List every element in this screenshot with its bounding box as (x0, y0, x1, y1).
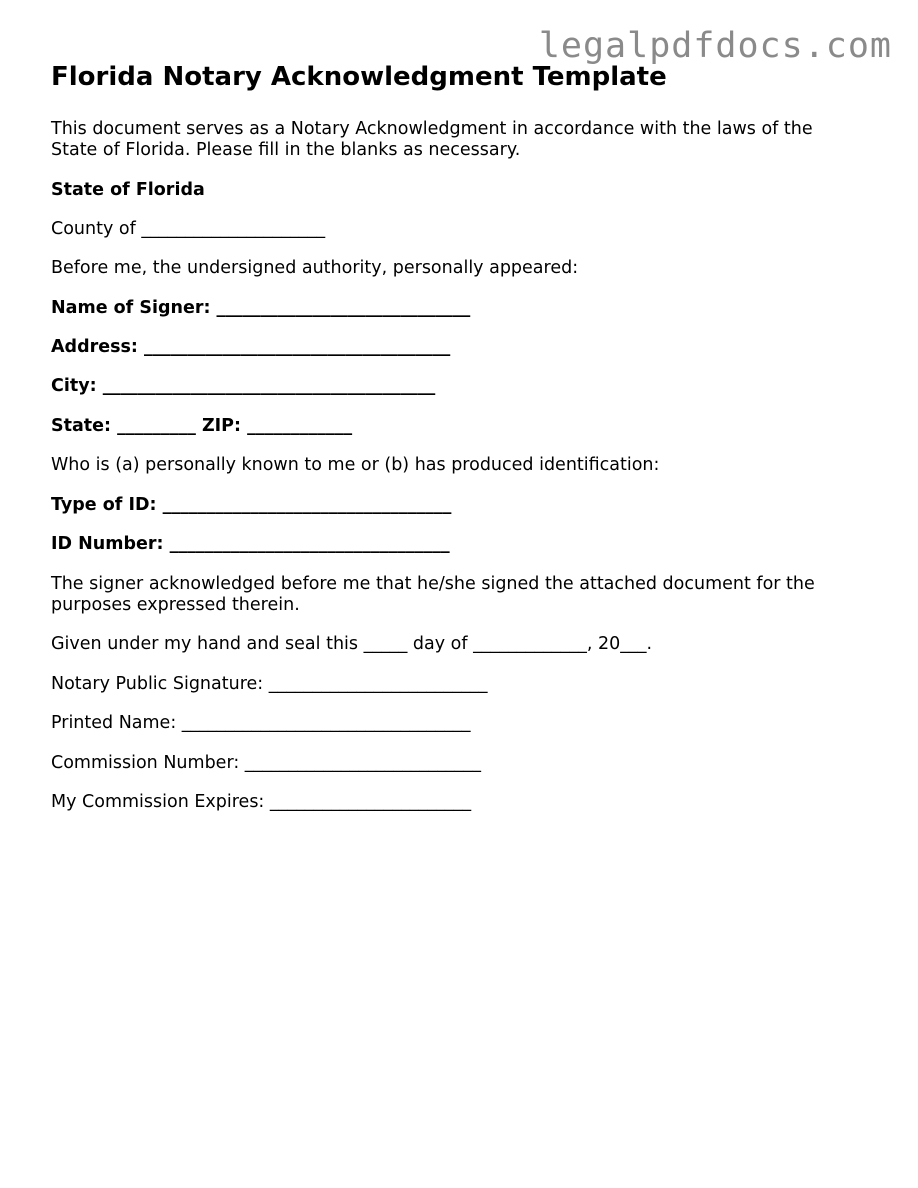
id-number-field: ID Number: ________________________________ (51, 534, 450, 554)
printed-name-field: Printed Name: _________________________________ (51, 713, 471, 733)
notary-signature-field: Notary Public Signature: _________________________ (51, 674, 488, 694)
commission-expires-field: My Commission Expires: _______________________ (51, 792, 472, 812)
watermark: legalpdfdocs.com (538, 26, 892, 66)
signer-name-field: Name of Signer: _____________________________ (51, 298, 471, 318)
city-field: City: ______________________________________ (51, 376, 436, 396)
county-field: County of _____________________ (51, 219, 326, 239)
state-zip-field: State: _________ ZIP: ____________ (51, 416, 353, 436)
intro-paragraph: This document serves as a Notary Acknowledgment in accordance with the laws of the State of Florida. Please fill in the blanks as necessary. (51, 119, 813, 160)
commission-number-field: Commission Number: ___________________________ (51, 753, 482, 773)
state-heading: State of Florida (51, 180, 205, 200)
page-title: Florida Notary Acknowledgment Template (51, 62, 667, 92)
id-type-field: Type of ID: _________________________________ (51, 495, 452, 515)
address-field: Address: ___________________________________ (51, 337, 451, 357)
given-under-seal-line: Given under my hand and seal this _____ day of _____________, 20___. (51, 634, 653, 654)
identification-statement: Who is (a) personally known to me or (b) has produced identification: (51, 455, 660, 475)
acknowledgment-paragraph: The signer acknowledged before me that he/she signed the attached document for the purposes expressed therein. (51, 574, 815, 615)
before-me-statement: Before me, the undersigned authority, personally appeared: (51, 258, 579, 278)
